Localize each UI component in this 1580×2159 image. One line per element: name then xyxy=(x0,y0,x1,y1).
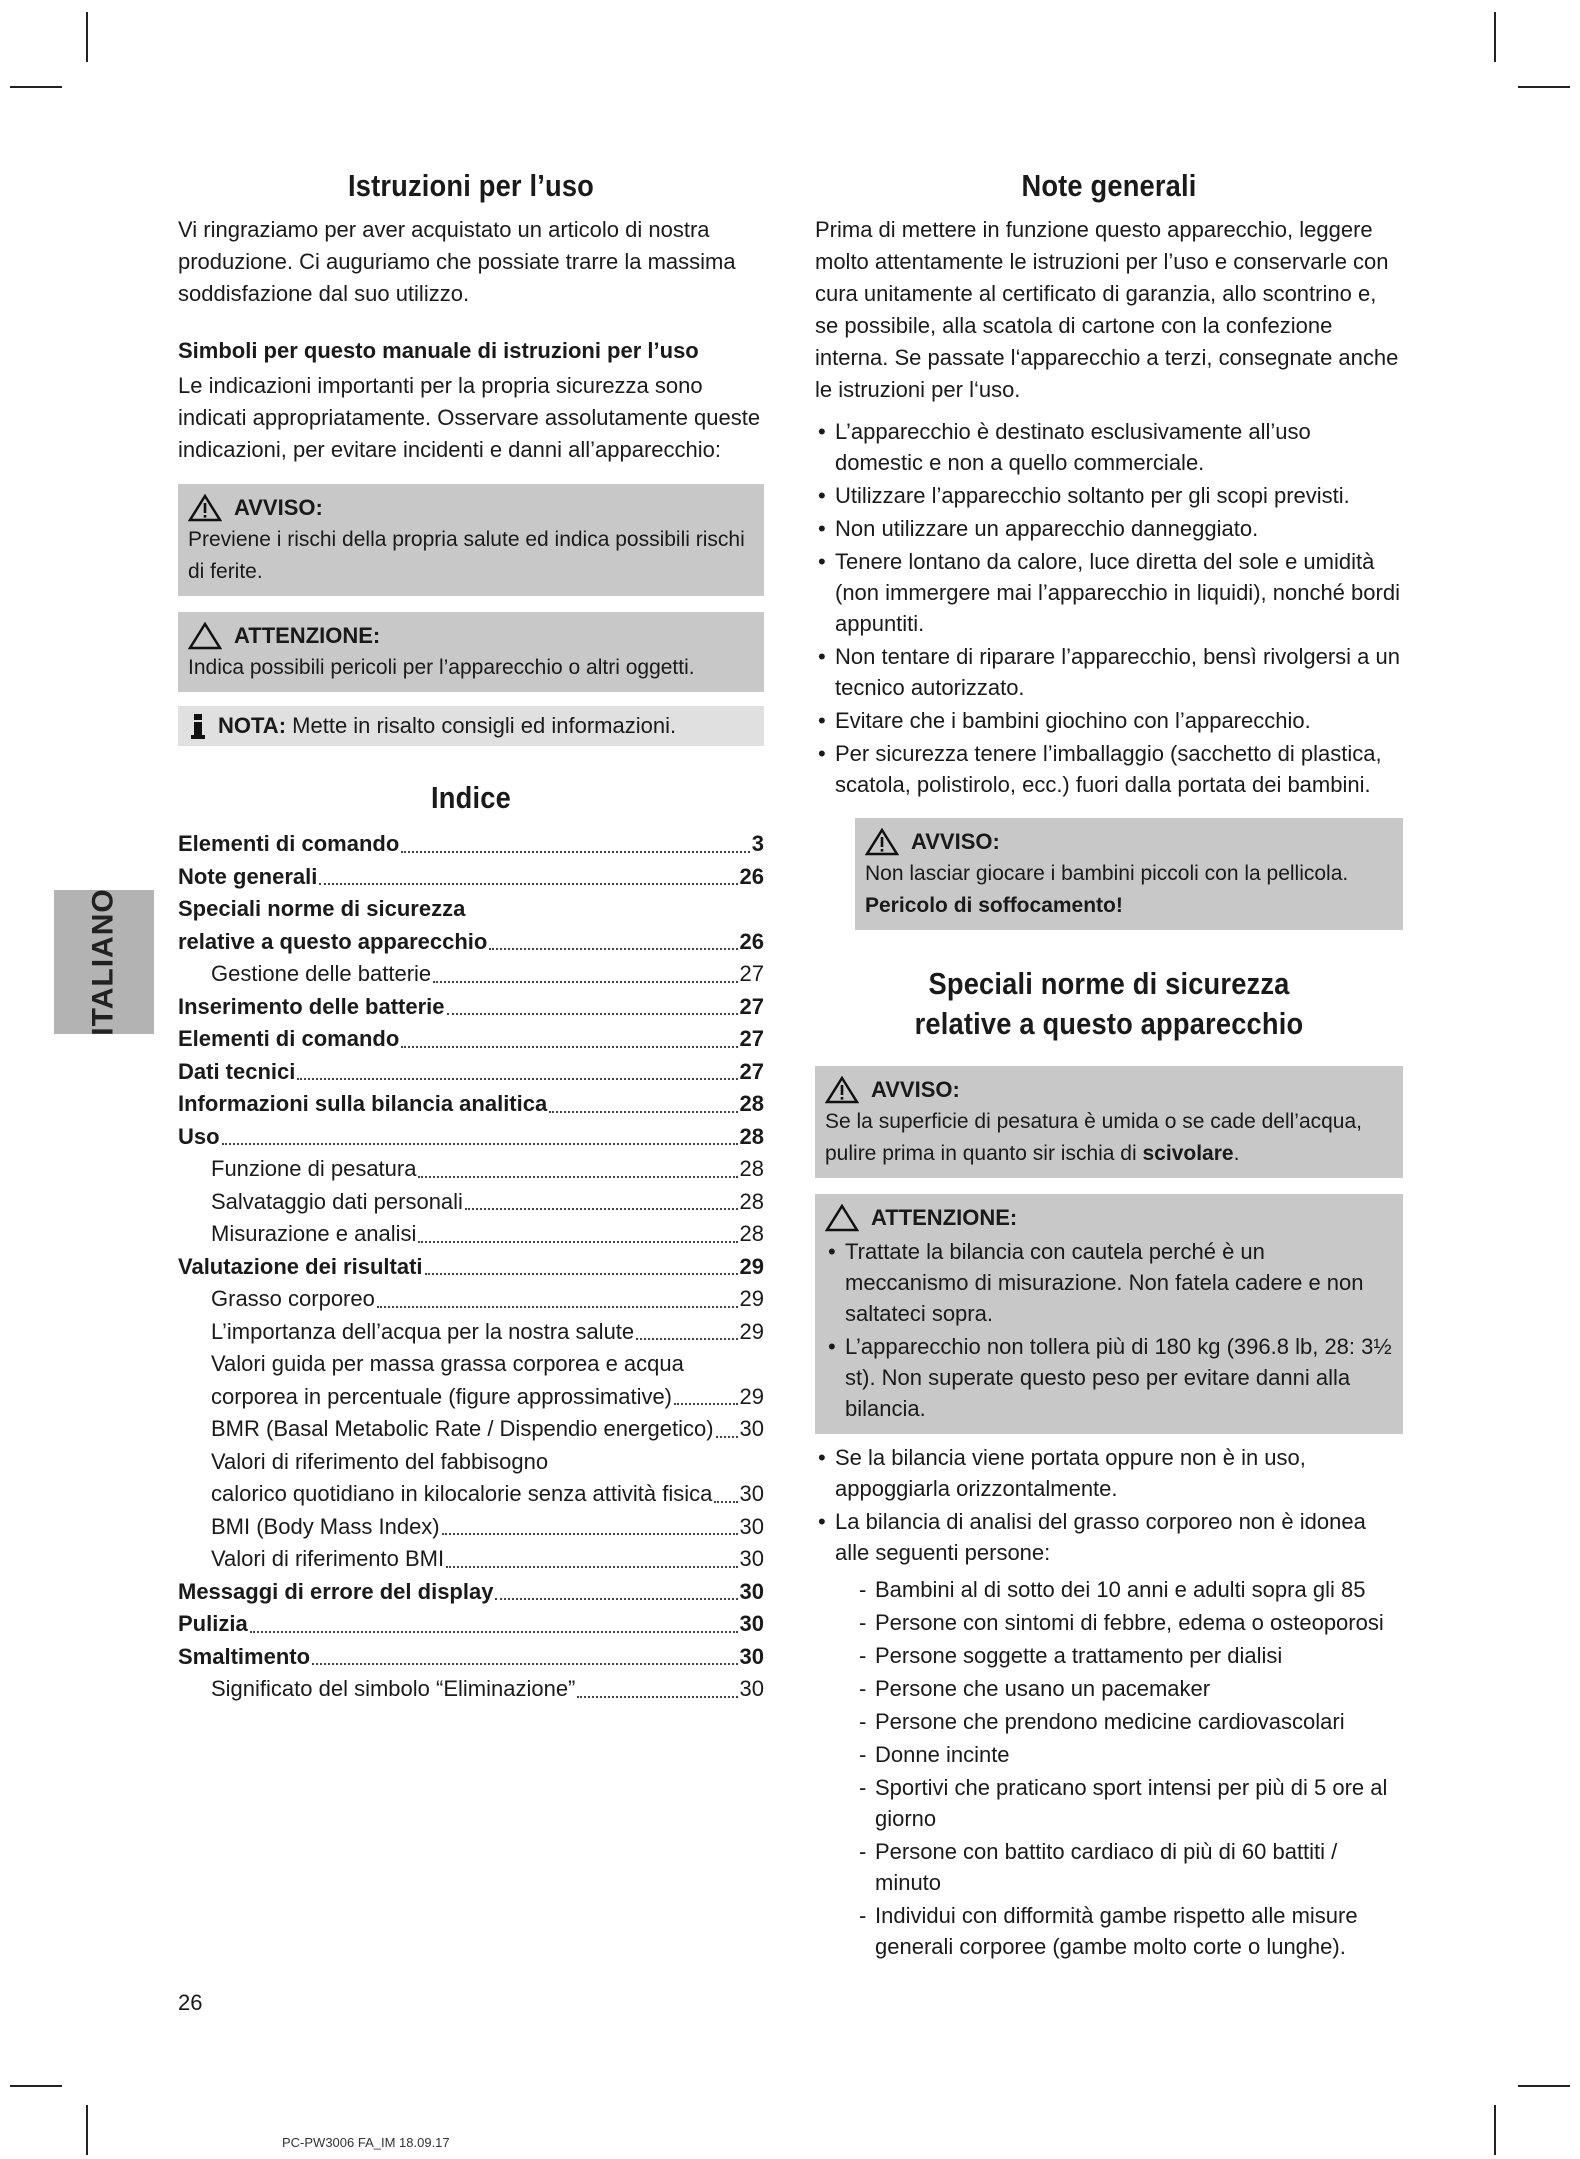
left-column xyxy=(178,168,764,1706)
toc-entry-page: 27 xyxy=(739,961,764,986)
unsuitable-person-item: - Persone con battito cardiaco di più di 60 battiti / minuto xyxy=(855,1836,1403,1898)
toc-leader-dots xyxy=(577,1673,737,1698)
toc-entry xyxy=(178,958,764,991)
toc-leader-dots xyxy=(489,926,737,951)
avviso-text-3 xyxy=(825,1106,1393,1170)
toc-entry xyxy=(178,1153,764,1186)
toc-entry-label: corporea in percentuale (figure approssimative) xyxy=(211,1383,673,1409)
print-footer: PC-PW3006 FA_IM 18.09.17 xyxy=(282,2135,450,2150)
toc-leader-dots xyxy=(716,1413,738,1438)
toc-entry-label: Dati tecnici xyxy=(178,1058,296,1084)
unsuitable-person-item: - Donne incinte xyxy=(855,1739,1403,1770)
crop-mark xyxy=(1494,12,1496,62)
toc-entry xyxy=(178,1511,764,1544)
language-tab-label: ITALIANO xyxy=(87,888,120,1036)
bullet-item: • Se la bilancia viene portata oppure non è in uso, appoggiarla orizzontalmente. xyxy=(815,1442,1403,1504)
toc-entry-label: Uso xyxy=(178,1123,220,1149)
toc-entry xyxy=(178,991,764,1024)
warning-icon xyxy=(188,494,222,522)
avviso-box-2 xyxy=(855,818,1403,930)
toc-entry-label: Valori di riferimento BMI xyxy=(211,1546,445,1571)
toc-entry-label: Smaltimento xyxy=(178,1643,311,1669)
nota-title: NOTA: xyxy=(218,713,287,738)
toc-entry-page: 29 xyxy=(739,1318,764,1344)
toc-entry-label: Significato del simbolo “Eliminazione” xyxy=(211,1676,576,1701)
crop-mark xyxy=(1494,2105,1496,2155)
toc-leader-dots xyxy=(222,1121,738,1146)
toc-entry xyxy=(178,1673,764,1706)
attenzione-bullet-item: • Trattate la bilancia con cautela perché è un meccanismo di misurazione. Non fatela cadere e non saltateci sopra. xyxy=(825,1236,1393,1329)
crop-mark xyxy=(86,12,88,62)
toc-entry-label: calorico quotidiano in kilocalorie senza attività fisica xyxy=(211,1481,713,1506)
toc-entry-page: 30 xyxy=(739,1481,764,1506)
toc-entry-label: Salvataggio dati personali xyxy=(211,1188,463,1214)
toc-entry-page: 28 xyxy=(739,1123,764,1149)
toc-entry xyxy=(178,1576,764,1609)
toc-entry xyxy=(178,1413,764,1446)
toc-entry-label: Valori di riferimento del fabbisogno xyxy=(211,1448,549,1474)
unsuitable-person-item: - Individui con difformità gambe rispetto alle misure generali corporee (gambe molto corte o lunghe). xyxy=(855,1900,1403,1962)
attenzione-text: Indica possibili pericoli per l’apparecchio o altri oggetti. xyxy=(188,656,695,679)
toc-entry-page: 30 xyxy=(739,1611,764,1636)
toc-entry-page: 27 xyxy=(739,1058,764,1084)
symbols-heading: Simboli per questo manuale di istruzioni per l’uso xyxy=(178,338,699,363)
toc-entry-label: Gestione delle batterie xyxy=(211,961,432,986)
toc-leader-dots xyxy=(446,1543,737,1568)
toc-leader-dots xyxy=(377,1283,738,1308)
toc-entry-label: BMI (Body Mass Index) xyxy=(211,1513,440,1539)
unsuitable-person-item: - Bambini al di sotto dei 10 anni e adulti sopra gli 85 xyxy=(855,1574,1403,1605)
toc-leader-dots xyxy=(425,1251,738,1276)
bullet-item: • La bilancia di analisi del grasso corporeo non è idonea alle seguenti persone: xyxy=(815,1506,1403,1568)
toc-leader-dots xyxy=(549,1088,737,1113)
toc-leader-dots xyxy=(418,1218,737,1243)
toc-entry-page: 27 xyxy=(739,993,764,1019)
page-title: Istruzioni per l’uso xyxy=(347,168,595,203)
toc-entry xyxy=(178,893,764,926)
toc-entry-label: Messaggi di errore del display xyxy=(178,1578,494,1604)
toc-leader-dots xyxy=(447,991,738,1016)
avviso-text: Previene i rischi della propria salute ed indica possibili rischi di ferite. xyxy=(188,528,745,583)
toc-entry-page: 28 xyxy=(739,1188,764,1214)
page-number: 26 xyxy=(178,1990,203,2015)
section-title-general: Note generali xyxy=(1021,168,1197,203)
toc-entry xyxy=(178,861,764,894)
unsuitable-person-item: - Sportivi che praticano sport intensi per più di 5 ore al giorno xyxy=(855,1772,1403,1834)
avviso-title: AVVISO: xyxy=(234,495,323,520)
toc-entry-page: 30 xyxy=(739,1546,764,1571)
avviso-title-3: AVVISO: xyxy=(871,1077,960,1102)
toc-entry xyxy=(178,1283,764,1316)
toc-entry-label: Note generali xyxy=(178,863,318,889)
toc-entry xyxy=(178,1023,764,1056)
attenzione-box xyxy=(178,612,764,692)
toc-entry-page: 27 xyxy=(739,1026,764,1051)
toc-entry xyxy=(178,1381,764,1414)
toc-entry-page: 3 xyxy=(751,831,764,856)
toc-leader-dots xyxy=(442,1511,738,1536)
avviso-text-3-main: Se la superficie di pesatura è umida o se cade dell’acqua, pulire prima in quanto sir ischia di xyxy=(825,1110,1362,1165)
index-title: Indice xyxy=(431,780,511,815)
toc-entry xyxy=(178,926,764,959)
toc-entry-label: Elementi di comando xyxy=(178,831,400,856)
intro-text: Vi ringraziamo per aver acquistato un articolo di nostra produzione. Ci auguriamo che possiate trarre la massima soddisfazione dal suo utilizzo. xyxy=(178,217,736,306)
suitability-bullets xyxy=(815,1442,1403,1568)
bullet-item: • Tenere lontano da calore, luce diretta del sole e umidità (non immergere mai l’apparecchio in liquidi), nonché bordi appuntiti. xyxy=(815,546,1403,639)
avviso-text-2: Non lasciar giocare i bambini piccoli con la pellicola. xyxy=(865,862,1349,885)
toc-entry-page: 29 xyxy=(739,1253,764,1279)
toc-entry-label: L’importanza dell’acqua per la nostra salute xyxy=(211,1318,635,1344)
toc-entry-page: 30 xyxy=(739,1416,764,1441)
crop-mark xyxy=(10,2085,62,2087)
toc-leader-dots xyxy=(297,1056,737,1081)
toc-entry-page: 29 xyxy=(739,1383,764,1409)
info-icon xyxy=(190,712,206,740)
avviso-text-3-bold: scivolare xyxy=(1142,1142,1234,1165)
toc-leader-dots xyxy=(401,1023,737,1048)
attenzione-bullet-item: • L’apparecchio non tollera più di 180 kg (396.8 lb, 28: 3½ st). Non superate questo peso per evitare danni alla bilancia. xyxy=(825,1331,1393,1424)
attenzione-bullets xyxy=(825,1236,1393,1424)
toc-entry xyxy=(178,1251,764,1284)
toc-leader-dots xyxy=(636,1316,737,1341)
toc-entry-page: 26 xyxy=(739,928,764,954)
avviso-box xyxy=(178,484,764,596)
toc-leader-dots xyxy=(433,958,737,983)
warning-icon xyxy=(865,828,899,856)
toc-leader-dots xyxy=(465,1186,738,1211)
toc-entry xyxy=(178,1056,764,1089)
toc-entry xyxy=(178,1543,764,1576)
bullet-item: • Utilizzare l’apparecchio soltanto per gli scopi previsti. xyxy=(815,480,1403,511)
toc-entry-label: relative a questo apparecchio xyxy=(178,928,488,954)
caution-icon xyxy=(188,622,222,650)
unsuitable-persons-list xyxy=(855,1574,1403,1962)
attenzione-title: ATTENZIONE: xyxy=(234,623,381,648)
toc-entry-label: Inserimento delle batterie xyxy=(178,993,445,1019)
toc-entry-label: Valutazione dei risultati xyxy=(178,1253,423,1279)
toc-entry-label: Funzione di pesatura xyxy=(211,1156,417,1181)
toc-leader-dots xyxy=(319,861,737,886)
general-intro: Prima di mettere in funzione questo apparecchio, leggere molto attentamente le istruzioni per l’uso e conservarle con cura unitamente al certificato di garanzia, allo scontrino e, se possibile, alla scatola di cartone con la confezione interna. Se passate l‘apparecchio a terzi, consegnate anche le istruzioni per l‘uso. xyxy=(815,217,1399,402)
toc-entry xyxy=(178,1088,764,1121)
toc-entry xyxy=(178,828,764,861)
crop-mark xyxy=(1518,2085,1570,2087)
crop-mark xyxy=(1518,86,1570,88)
bullet-item: • Non tentare di riparare l’apparecchio, bensì rivolgersi a un tecnico autorizzato. xyxy=(815,641,1403,703)
toc-entry xyxy=(178,1446,764,1479)
toc-entry-page: 29 xyxy=(739,1286,764,1311)
toc-entry-page: 30 xyxy=(739,1578,764,1604)
language-tab xyxy=(54,890,154,1034)
toc-entry-label: Valori guida per massa grassa corporea e acqua xyxy=(211,1351,684,1376)
warning-icon xyxy=(825,1076,859,1104)
toc-entry-page: 28 xyxy=(739,1156,764,1181)
nota-box xyxy=(178,706,764,746)
toc-leader-dots xyxy=(674,1381,738,1406)
attenzione-title-2: ATTENZIONE: xyxy=(871,1205,1018,1230)
bullet-item: • Per sicurezza tenere l’imballaggio (sacchetto di plastica, scatola, polistirolo, ecc.) fuori dalla portata dei bambini. xyxy=(815,738,1403,800)
avviso-title-2: AVVISO: xyxy=(911,829,1000,854)
toc-entry-label: Elementi di comando xyxy=(178,1026,400,1051)
unsuitable-person-item: - Persone con sintomi di febbre, edema o osteoporosi xyxy=(855,1607,1403,1638)
bullet-item: • Evitare che i bambini giochino con l’apparecchio. xyxy=(815,705,1403,736)
toc-entry-page: 26 xyxy=(739,863,764,889)
avviso-bold-2: Pericolo di soffocamento! xyxy=(865,894,1123,917)
toc-entry xyxy=(178,1608,764,1641)
section-title-safety: Speciali norme di sicurezza relative a questo apparecchio xyxy=(914,966,1304,1041)
caution-icon xyxy=(825,1204,859,1232)
toc-entry-label: BMR (Basal Metabolic Rate / Dispendio energetico) xyxy=(211,1416,714,1441)
toc-entry-label: Grasso corporeo xyxy=(211,1286,375,1311)
toc-entry-page: 30 xyxy=(739,1513,764,1539)
table-of-contents xyxy=(178,828,764,1706)
toc-entry xyxy=(178,1641,764,1674)
toc-leader-dots xyxy=(495,1576,737,1601)
toc-entry xyxy=(178,1478,764,1511)
toc-leader-dots xyxy=(250,1608,738,1633)
right-column xyxy=(815,168,1403,1964)
toc-leader-dots xyxy=(312,1641,737,1666)
toc-leader-dots xyxy=(714,1478,737,1503)
toc-entry-page: 28 xyxy=(739,1221,764,1246)
toc-leader-dots xyxy=(418,1153,737,1178)
toc-entry xyxy=(178,1348,764,1381)
toc-entry-page: 30 xyxy=(739,1676,764,1701)
toc-entry-page: 28 xyxy=(739,1091,764,1116)
bullet-item: • Non utilizzare un apparecchio danneggiato. xyxy=(815,513,1403,544)
crop-mark xyxy=(86,2105,88,2155)
unsuitable-person-item: - Persone che usano un pacemaker xyxy=(855,1673,1403,1704)
unsuitable-person-item: - Persone che prendono medicine cardiovascolari xyxy=(855,1706,1403,1737)
crop-mark xyxy=(10,86,62,88)
nota-text: Mette in risalto consigli ed informazioni. xyxy=(292,713,677,738)
toc-entry xyxy=(178,1316,764,1349)
avviso-box-3 xyxy=(815,1066,1403,1178)
unsuitable-person-item: - Persone soggette a trattamento per dialisi xyxy=(855,1640,1403,1671)
avviso-text-3-end: . xyxy=(1233,1142,1240,1165)
toc-entry-label: Misurazione e analisi xyxy=(211,1221,417,1246)
symbols-text: Le indicazioni importanti per la propria sicurezza sono indicati appropriatamente. Osservare assolutamente queste indicazioni, per evitare incidenti e danni all’apparecchio: xyxy=(178,373,761,462)
toc-entry-label: Pulizia xyxy=(178,1611,248,1636)
toc-entry xyxy=(178,1121,764,1154)
toc-leader-dots xyxy=(401,828,749,853)
toc-entry-page: 30 xyxy=(739,1643,764,1669)
toc-entry-label: Speciali norme di sicurezza xyxy=(178,896,466,921)
toc-entry-label: Informazioni sulla bilancia analitica xyxy=(178,1091,548,1116)
toc-entry xyxy=(178,1186,764,1219)
bullet-item: • L’apparecchio è destinato esclusivamente all’uso domestic e non a quello commerciale. xyxy=(815,416,1403,478)
toc-entry xyxy=(178,1218,764,1251)
general-bullets xyxy=(815,416,1403,800)
attenzione-box-2 xyxy=(815,1194,1403,1434)
